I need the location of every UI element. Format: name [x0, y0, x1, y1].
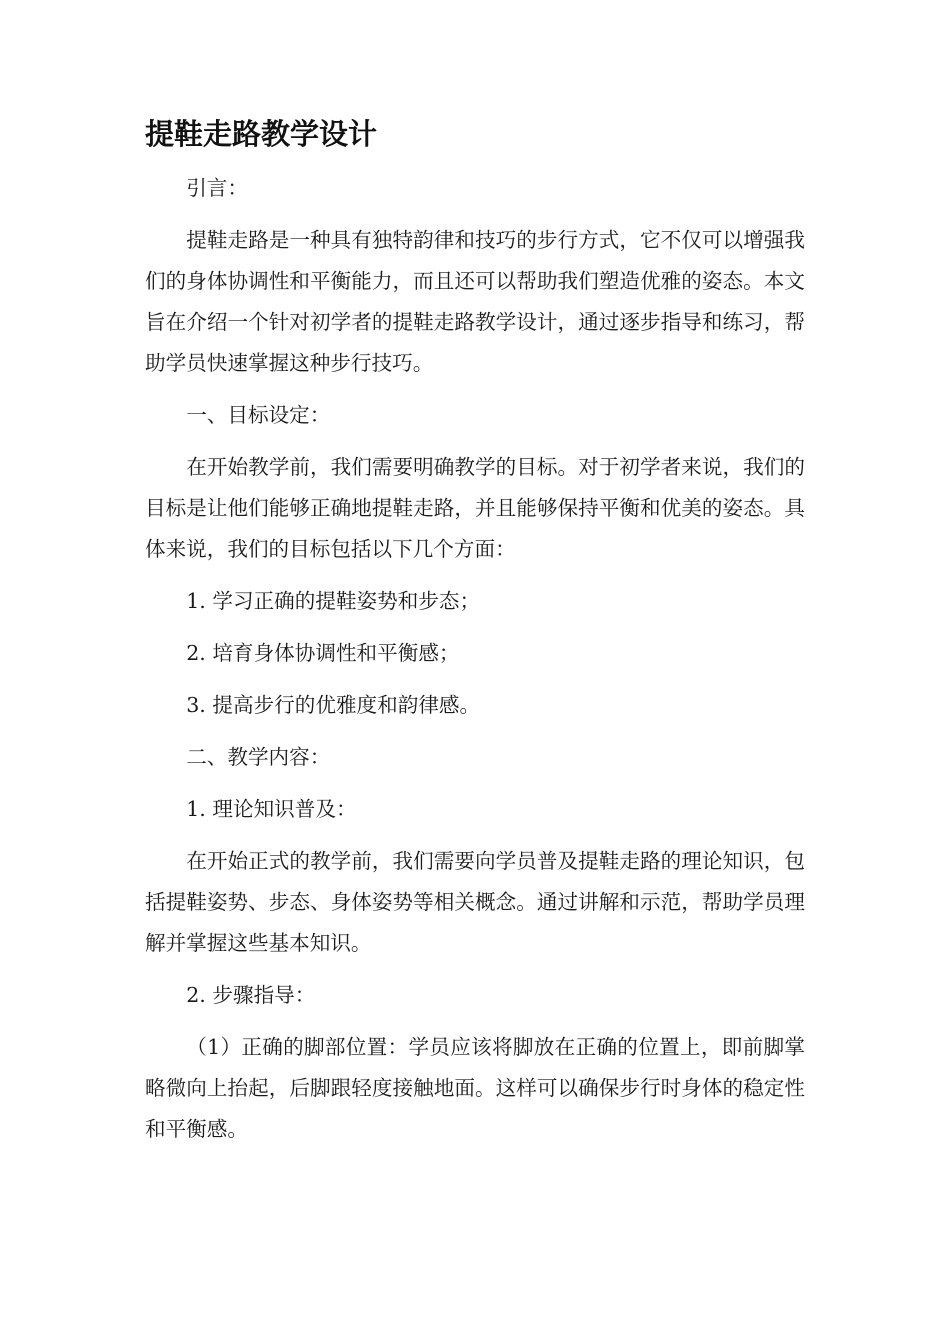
intro-paragraph: 提鞋走路是一种具有独特韵律和技巧的步行方式，它不仅可以增强我们的身体协调性和平衡能力，而且还可以帮助我们塑造优雅的姿态。本文旨在介绍一个针对初学者的提鞋走路教学设计，通过逐步指导和练习，帮助学员快速掌握这种步行技巧。	[145, 228, 805, 375]
section-heading-goals: 一、目标设定：	[186, 403, 331, 427]
subheading-steps: 2. 步骤指导：	[186, 983, 316, 1007]
intro-heading: 引言：	[186, 176, 248, 200]
document-body	[145, 112, 805, 1150]
document-title: 提鞋走路教学设计	[145, 117, 378, 151]
subheading-theory: 1. 理论知识普及：	[186, 797, 357, 821]
goals-paragraph: 在开始教学前，我们需要明确教学的目标。对于初学者来说，我们的目标是让他们能够正确地提鞋走路，并且能够保持平衡和优美的姿态。具体来说，我们的目标包括以下几个方面：	[145, 455, 805, 561]
step-paragraph-1: （1）正确的脚部位置：学员应该将脚放在正确的位置上，即前脚掌略微向上抬起，后脚跟轻度接触地面。这样可以确保步行时身体的稳定性和平衡感。	[145, 1035, 805, 1141]
goal-item-2: 2. 培育身体协调性和平衡感；	[186, 641, 460, 665]
theory-paragraph: 在开始正式的教学前，我们需要向学员普及提鞋走路的理论知识，包括提鞋姿势、步态、身体姿势等相关概念。通过讲解和示范，帮助学员理解并掌握这些基本知识。	[145, 849, 805, 955]
goal-item-3: 3. 提高步行的优雅度和韵律感。	[186, 693, 481, 717]
section-heading-content: 二、教学内容：	[186, 745, 331, 769]
goal-item-1: 1. 学习正确的提鞋姿势和步态；	[186, 589, 481, 613]
